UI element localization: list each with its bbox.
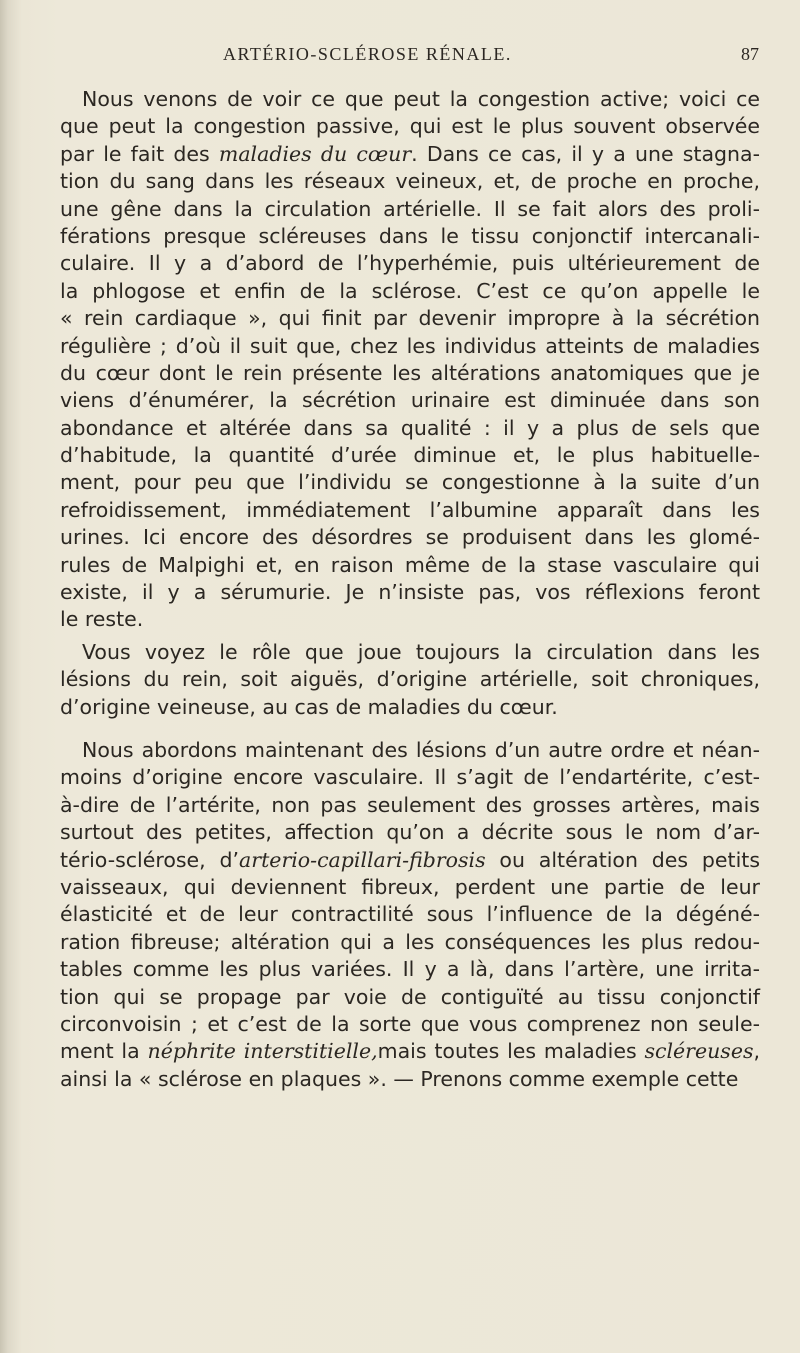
text-line: existe, il y a sérumurie. Je n’insiste pas, vos réflexions feront (60, 580, 760, 605)
text-line (60, 141, 760, 168)
running-head: ARTÉRIO-SCLÉROSE RÉNALE. (223, 44, 512, 64)
text-line: culaire. Il y a d’abord de l’hyperhémie, puis ultérieurement de (60, 251, 760, 276)
text-line: circonvoisin ; et c’est de la sorte que vous comprenez non seule- (60, 1011, 760, 1036)
text-run: ment la (60, 1039, 148, 1064)
text-line: refroidissement, immédiatement l’albumine apparaît dans les (60, 497, 760, 522)
text-line: d’origine veineuse, au cas de maladies du cœur. (60, 694, 558, 719)
text-line: vaisseaux, qui deviennent fibreux, perdent une partie de leur (60, 874, 760, 899)
text-line: ment, pour peu que l’individu se congestionne à la suite d’un (60, 470, 760, 495)
text-line: que peut la congestion passive, qui est le plus souvent observée (60, 114, 760, 139)
text-line: abondance et altérée dans sa qualité : il y a plus de sels que (60, 415, 760, 440)
text-line (60, 1038, 760, 1065)
italic-term: néphrite interstitielle, (147, 1039, 378, 1064)
paragraph-2 (60, 639, 760, 721)
text-line: d’habitude, la quantité d’urée diminue et, le plus habituelle- (60, 443, 760, 468)
text-line: tables comme les plus variées. Il y a là, dans l’artère, une irrita- (60, 957, 760, 982)
text-run: ou altération des petits (485, 847, 760, 872)
text-run: tério-sclérose, d’ (60, 847, 240, 872)
italic-term: scléreuses (644, 1039, 754, 1064)
text-run: par le fait des (60, 141, 219, 166)
text-line: férations presque scléreuses dans le tissu conjonctif intercanali- (60, 223, 760, 248)
text-line: rules de Malpighi et, en raison même de la stase vasculaire qui (60, 552, 760, 577)
text-line: tion du sang dans les réseaux veineux, et, de proche en proche, (60, 169, 760, 194)
text-run: mais toutes les maladies (377, 1039, 645, 1064)
text-line: le reste. (60, 607, 144, 632)
text-line: Nous abordons maintenant des lésions d’un autre ordre et néan- (82, 737, 760, 762)
text-run: . Dans ce cas, il y a une stagna- (411, 141, 761, 166)
text-line: la phlogose et enfin de la sclérose. C’est ce qu’on appelle le (60, 278, 760, 303)
body-text (60, 86, 760, 1093)
text-line: élasticité et de leur contractilité sous l’influence de la dégéné- (60, 902, 760, 927)
text-line: Vous voyez le rôle que joue toujours la circulation dans les (82, 639, 760, 664)
italic-term: arterio-capillari-fibrosis (239, 847, 486, 872)
text-line: viens d’énumérer, la sécrétion urinaire est diminuée dans son (60, 388, 760, 413)
text-line: ration fibreuse; altération qui a les conséquences les plus redou- (60, 929, 760, 954)
paragraph-1 (60, 86, 760, 634)
text-line: urines. Ici encore des désordres se produisent dans les glomé- (60, 525, 760, 550)
text-line: Nous venons de voir ce que peut la congestion active; voici ce (82, 87, 760, 111)
page-header (0, 44, 800, 72)
text-line: du cœur dont le rein présente les altérations anatomiques que je (60, 360, 760, 385)
text-line: ainsi la « sclérose en plaques ». — Prenons comme exemple cette (60, 1066, 739, 1091)
paragraph-3 (60, 737, 760, 1093)
text-line: tion qui se propage par voie de contiguïté au tissu conjonctif (60, 984, 760, 1009)
text-line: surtout des petites, affection qu’on a décrite sous le nom d’ar- (60, 820, 760, 845)
italic-term: maladies du cœur (218, 141, 412, 166)
text-line: régulière ; d’où il suit que, chez les individus atteints de maladies (60, 333, 760, 358)
text-line: une gêne dans la circulation artérielle. Il se fait alors des proli- (60, 196, 760, 221)
text-line: « rein cardiaque », qui finit par devenir impropre à la sécrétion (60, 306, 760, 331)
page-number: 87 (741, 44, 759, 64)
text-line (60, 847, 760, 874)
text-line: lésions du rein, soit aiguës, d’origine artérielle, soit chroniques, (60, 667, 760, 692)
text-line: moins d’origine encore vasculaire. Il s’agit de l’endartérite, c’est- (60, 765, 760, 790)
text-run: , (753, 1039, 761, 1064)
text-line: à-dire de l’artérite, non pas seulement des grosses artères, mais (60, 792, 760, 817)
